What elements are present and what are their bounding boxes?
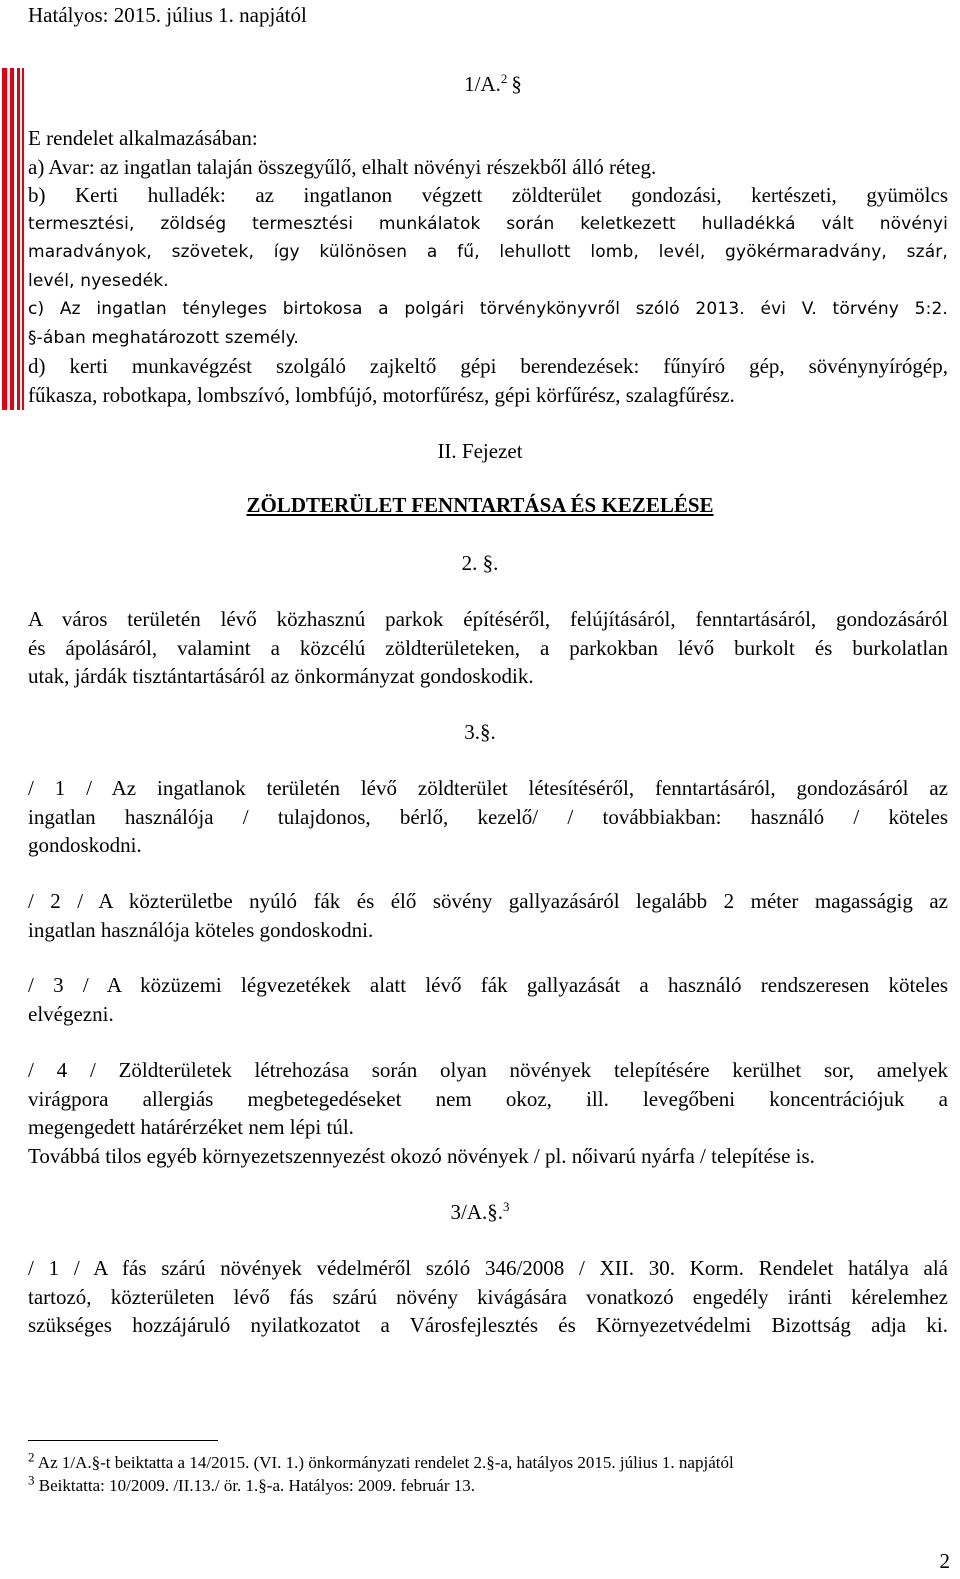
- section-3a-paragraph: / 1 / A fás szárú növények védelméről szóló 346/2008 / XII. 30. Korm. Rendelet hatálya alá tartozó, közterületen lévő fás szárú növény kivágására vonatkozó engedély iránti kérelemhez szükséges hozzájáruló nyilatkozatot a Városfejlesztés és Környezetvédelmi Bizottság adja ki.: [28, 1256, 948, 1337]
- definition-a: a) Avar: az ingatlan talaján összegyűlő, elhalt növényi részekből álló réteg.: [28, 154, 657, 179]
- definition-b-line: maradványok, szövetek, így különösen a fű, lehullott lomb, levél, gyökérmaradvány, szár,: [28, 242, 948, 262]
- definition-b-line: termesztési, zöldség termesztési munkálatok során keletkezett hulladékká vált növényi: [28, 213, 948, 234]
- section-2-heading: 2. §.: [461, 551, 499, 575]
- footnote-2: $^2$ Az 1/A.§-t beiktatta a 14/2015. (VI. 1.) önkormányzati rendelet 2.§-a, hatályos 2015. július 1. napjától: [28, 1449, 734, 1472]
- definition-b-line: levél, nyesedék.: [28, 270, 169, 291]
- chapter-title: ZÖLDTERÜLET FENNTARTÁSA ÉS KEZELÉSE: [246, 493, 714, 517]
- definitions-block: [28, 124, 948, 409]
- section-2-paragraph: A város területén lévő közhasznú parkok építéséről, felújításáról, fenntartásáról, gondozásáról és ápolásáról, valamint a közcélú zöldterületeken, a parkokban lévő burkolt és burkolatlan utak, járdák tisztántartásáról az önkormányzat gondoskodik.: [28, 607, 948, 688]
- section-3-paragraph-2: / 2 / A közterületbe nyúló fák és élő sövény gallyazásáról legalább 2 méter magasságig az ingatlan használója köteles gondoskodni.: [28, 889, 948, 942]
- effective-date-header: Hatályos: 2015. július 1. napjától: [28, 3, 307, 27]
- footnote-3: $^3$ Beiktatta: 10/2009. /II.13./ ör. 1.§-a. Hatályos: 2009. február 13.: [28, 1472, 475, 1495]
- footnote-ref-2: 2: [500, 71, 508, 86]
- revision-margin-bars: [0, 68, 26, 410]
- footnote-separator: [28, 1440, 218, 1441]
- section-3-paragraph-4: / 4 / Zöldterületek létrehozása során olyan növények telepítésére kerülhet sor, amelyek virágpora allergiás megbetegedéseket nem okoz, ill. levegőbeni koncentrációjuk a megengedett határérzéket nem lépi túl. Továbbá tilos egyéb környezetszennyezést okozó növények / pl. nőivarú nyárfa / telepítése is.: [28, 1058, 948, 1168]
- footnote-ref-3: 3: [503, 1199, 510, 1214]
- section-3-paragraph-3: / 3 / A közüzemi légvezetékek alatt lévő fák gallyazását a használó rendszeresen köteles elvégezni.: [28, 973, 948, 1026]
- definition-b-line: b) Kerti hulladék: az ingatlanon végzett zöldterület gondozási, kertészeti, gyümölcs: [28, 183, 948, 207]
- page-number: 2: [939, 1549, 950, 1573]
- definition-d-line: d) kerti munkavégzést szolgáló zajkeltő gépi berendezések: fűnyíró gép, sövénynyírógép,: [28, 354, 948, 378]
- section-3-paragraph-1: / 1 / Az ingatlanok területén lévő zöldterület létesítéséről, fenntartásáról, gondozásáról az ingatlan használója / tulajdonos, bérlő, kezelő/ / továbbiakban: használó / köteles gondoskodni.: [28, 776, 948, 857]
- definition-c-line: §-ában meghatározott személy.: [28, 327, 299, 348]
- section-3-heading: 3.§.: [464, 720, 496, 744]
- definitions-intro: E rendelet alkalmazásában:: [28, 126, 258, 150]
- section-1a-heading: 1/A.$^2$ §: [464, 71, 522, 96]
- definition-c-line: c) Az ingatlan tényleges birtokosa a polgári törvénykönyvről szóló 2013. évi V. törvény 5:2.: [28, 299, 948, 319]
- definition-d-line: fűkasza, robotkapa, lombszívó, lombfújó, motorfűrész, gépi körfűrész, szalagfűrész.: [28, 382, 735, 407]
- section-3a-heading: 3/A.§.$^3$: [450, 1199, 510, 1224]
- chapter-number: II. Fejezet: [437, 439, 523, 463]
